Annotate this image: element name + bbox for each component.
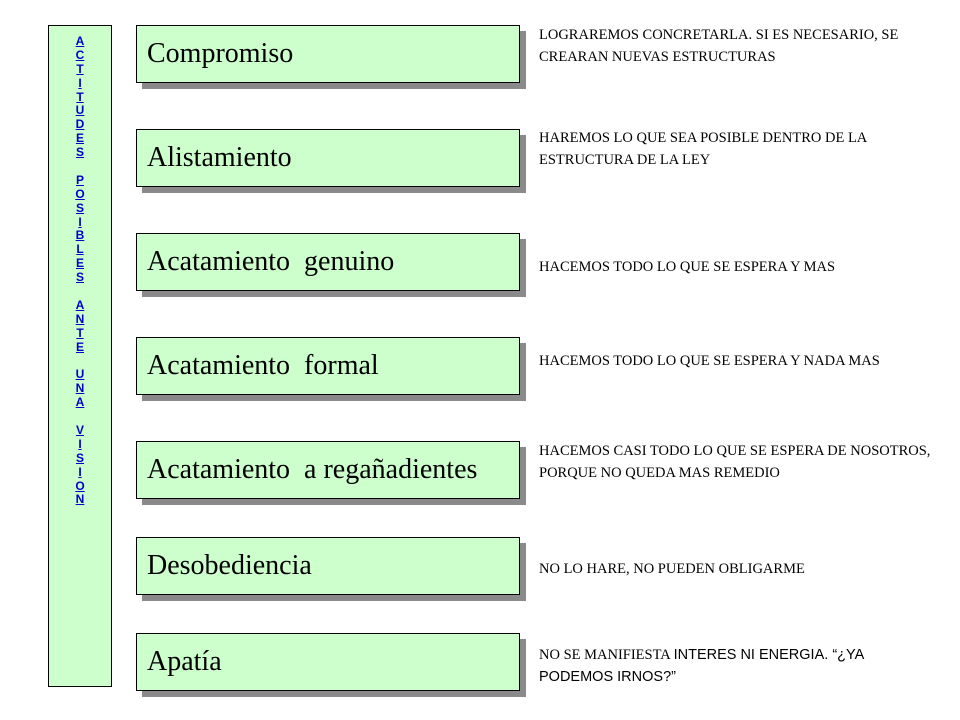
sidebar-letter: S [75,450,84,465]
sidebar-letter: S [75,145,84,160]
sidebar-letter: C [75,47,85,62]
sidebar-letter: S [75,270,84,285]
attitude-label: Compromiso [147,38,294,69]
attitude-box-acatamiento-formal [136,337,520,395]
sidebar-letter: V [75,422,84,437]
sidebar-letter: T [76,61,84,76]
sidebar-letter: N [75,381,85,396]
attitude-description [539,644,939,688]
attitude-box-alistamiento [136,129,520,187]
sidebar-letter: T [76,89,84,104]
attitude-box-acatamiento-regañadientes [136,441,520,499]
sidebar-vertical-title [48,25,112,687]
sidebar-letter: I [78,436,82,451]
attitude-description: HACEMOS TODO LO QUE SE ESPERA Y NADA MAS [539,353,880,369]
sidebar-letter: N [75,311,85,326]
sidebar-letter: N [75,492,85,507]
attitude-box-compromiso [136,25,520,83]
attitude-description: LOGRAREMOS CONCRETARLA. SI ES NECESARIO, SE CREARAN NUEVAS ESTRUCTURAS [539,27,899,65]
sidebar-letter: E [75,131,84,146]
attitude-box-apatia [136,633,520,691]
sidebar-letter: E [75,256,84,271]
sidebar-letter: O [75,478,85,493]
sidebar-letter: A [75,34,85,48]
sidebar-letter: L [76,242,84,257]
attitude-label: Acatamiento genuino [147,246,395,277]
attitude-label: Apatía [147,646,222,677]
attitude-description: NO LO HARE, NO PUEDEN OBLIGARME [539,561,805,577]
description-part: INTERES NI ENERGIA. “¿YA PODEMOS IRNOS?” [539,647,864,685]
sidebar-letter: I [78,75,82,90]
description-part: NO SE MANIFIESTA [539,647,674,663]
sidebar-letter: I [78,214,82,229]
sidebar-letter: A [75,297,85,312]
sidebar-letter: U [75,103,85,118]
attitude-label: Acatamiento a regañadientes [147,454,478,485]
attitude-label: Acatamiento formal [147,350,379,381]
sidebar-letter: O [75,186,85,201]
sidebar-letter: I [78,464,82,479]
attitude-label: Desobediencia [147,550,312,581]
sidebar-letter: E [75,339,84,354]
attitude-description: HACEMOS TODO LO QUE SE ESPERA Y MAS [539,259,836,275]
attitude-box-desobediencia [136,537,520,595]
sidebar-letter: B [75,228,85,243]
sidebar-letter: T [76,325,84,340]
attitude-description: HAREMOS LO QUE SEA POSIBLE DENTRO DE LA ESTRUCTURA DE LA LEY [539,130,867,168]
sidebar-letter: S [75,200,84,215]
attitude-description: HACEMOS CASI TODO LO QUE SE ESPERA DE NOSOTROS, PORQUE NO QUEDA MAS REMEDIO [539,443,931,481]
sidebar-letter: D [75,117,85,132]
sidebar-letter: P [75,172,84,187]
attitude-label: Alistamiento [147,142,292,173]
sidebar-letter: A [75,395,85,410]
attitude-box-acatamiento-genuino [136,233,520,291]
sidebar-letter: U [75,367,85,382]
